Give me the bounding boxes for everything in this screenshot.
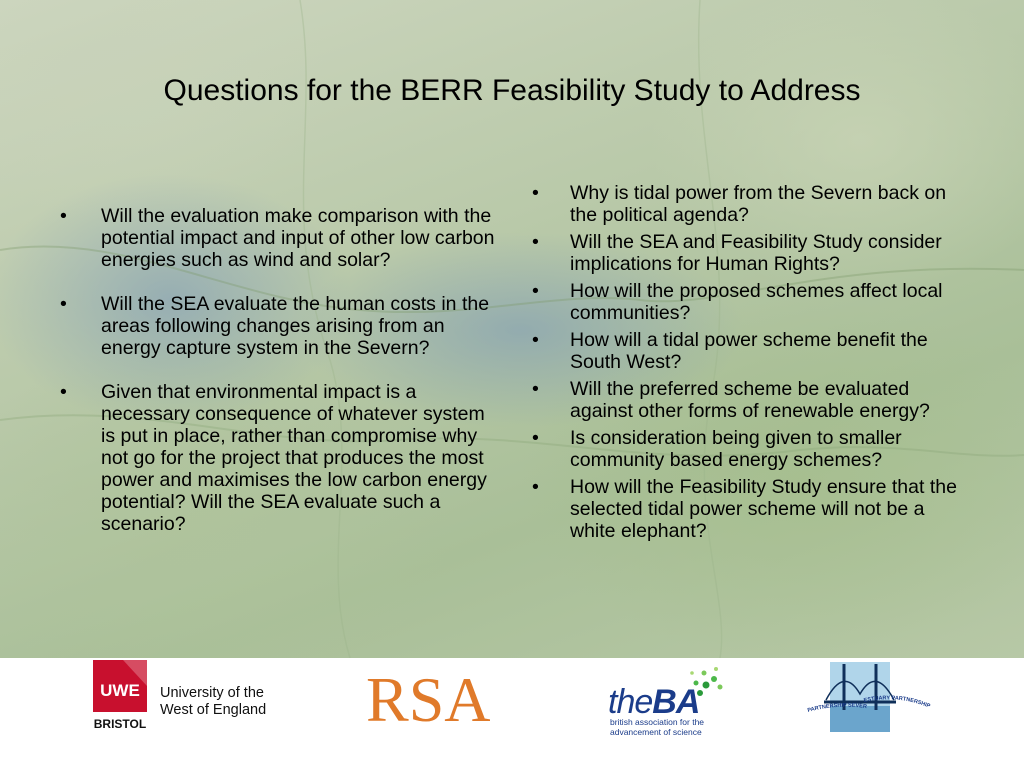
ba-subtitle: [610, 717, 704, 737]
list-item: [532, 182, 972, 226]
uwe-mark-icon: [93, 660, 153, 732]
bridge-arc-text-left: PARTNERSHIP SEVER: [806, 702, 868, 714]
question-text: How will the proposed schemes affect local communities?: [570, 280, 943, 324]
list-item: [532, 476, 972, 542]
list-item: [60, 381, 495, 535]
question-text: Given that environmental impact is a necessary consequence of whatever system is put in place, rather than compromise why not go for the project that produces the most power and maximises the low carbon energy potential? Will the SEA evaluate such a scenario?: [101, 381, 487, 535]
question-text: Will the SEA and Feasibility Study consider implications for Human Rights?: [570, 231, 942, 275]
list-item: [532, 280, 972, 324]
bullet-icon: •: [532, 427, 539, 449]
uwe-name: [160, 685, 266, 719]
question-text: Why is tidal power from the Severn back on the political agenda?: [570, 182, 947, 226]
uwe-logo: [93, 660, 283, 734]
uwe-name-line1: University of the: [160, 685, 264, 701]
ba-logo: [608, 663, 728, 737]
bullet-icon: •: [532, 329, 539, 351]
rsa-logo: RSA: [366, 664, 491, 735]
bullet-icon: •: [60, 293, 67, 315]
ba-subtitle-line2: advancement of science: [610, 727, 702, 737]
bullet-icon: •: [60, 381, 67, 403]
uwe-name-line2: West of England: [160, 702, 267, 718]
bullet-icon: •: [532, 280, 539, 302]
left-question-list: [60, 205, 495, 557]
bridge-icon: [806, 660, 936, 734]
list-item: [60, 205, 495, 271]
bridge-arc-text-right: ESTUARY PARTNERSHIP: [863, 695, 931, 710]
bullet-icon: •: [60, 205, 67, 227]
ba-subtitle-line1: british association for the: [610, 717, 705, 727]
bullet-icon: •: [532, 231, 539, 253]
uwe-mark-text: UWE: [100, 681, 140, 700]
ba-the-text: the: [608, 683, 653, 721]
question-text: Will the SEA evaluate the human costs in the areas following changes arising from an energy capture system in the Severn?: [101, 293, 490, 359]
question-text: Is consideration being given to smaller community based energy schemes?: [570, 427, 902, 471]
severn-estuary-partnership-logo: [806, 660, 936, 734]
question-text: Will the preferred scheme be evaluated against other forms of renewable energy?: [570, 378, 930, 422]
list-item: [532, 427, 972, 471]
list-item: [532, 231, 972, 275]
question-text: How will a tidal power scheme benefit the South West?: [570, 329, 928, 373]
ba-ba-text: BA: [652, 683, 700, 721]
bullet-icon: •: [532, 378, 539, 400]
bullet-icon: •: [532, 182, 539, 204]
bullet-icon: •: [532, 476, 539, 498]
slide-title: Questions for the BERR Feasibility Study to Address: [163, 74, 861, 107]
uwe-bristol-text: BRISTOL: [93, 717, 147, 731]
right-question-list: [532, 182, 972, 547]
question-text: How will the Feasibility Study ensure that the selected tidal power scheme will not be a white elephant?: [570, 476, 957, 542]
list-item: [532, 378, 972, 422]
question-text: Will the evaluation make comparison with the potential impact and input of other low carbon energies such as wind and solar?: [101, 205, 495, 271]
list-item: [60, 293, 495, 359]
list-item: [532, 329, 972, 373]
